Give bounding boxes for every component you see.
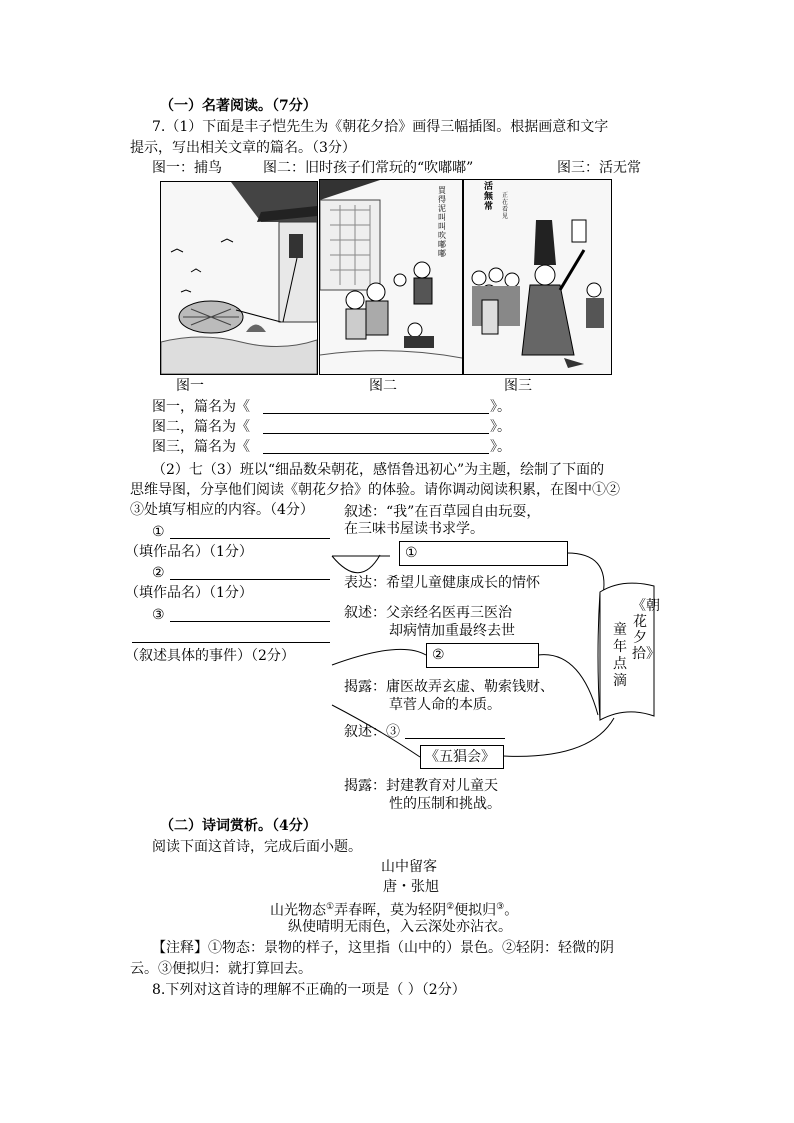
- poem-line1-part4: 。: [504, 902, 519, 919]
- left-blank2-number: ②: [152, 565, 165, 581]
- map-narration3-blank[interactable]: [405, 738, 505, 739]
- scroll-subtitle-vertical: 童年点滴: [613, 622, 627, 689]
- poem-title: 山中留客: [381, 859, 437, 875]
- left-blank1-hint: （填作品名）（1分）: [125, 544, 253, 560]
- answer3-suffix: 》。: [490, 439, 511, 455]
- map-narration2-line2: 却病情加重最终去世: [389, 623, 515, 639]
- poem-line1-part1: 山光物态: [270, 902, 326, 919]
- map-box2-label: ②: [432, 647, 445, 663]
- left-blank3-hint: （叙述具体的事件）（2分）: [125, 648, 295, 664]
- map-reveal2-line2: 草菅人命的本质。: [389, 697, 501, 713]
- poem-line1: [270, 898, 518, 920]
- caption-figure2: 图二: [369, 378, 397, 394]
- left-blank2-hint: （填作品名）（1分）: [125, 585, 253, 601]
- answer2-suffix: 》。: [490, 419, 511, 435]
- caption-figure1: 图一: [176, 378, 204, 394]
- map-narration1-line2: 在三味书屋读书求学。: [344, 521, 484, 537]
- q7-prompt-line1: 7.（1）下面是丰子恺先生为《朝花夕拾》画得三幅插图。根据画意和文字: [152, 119, 609, 135]
- q7-prompt-line2: 提示，写出相关文章的篇名。（3分）: [130, 140, 356, 156]
- map-box1-label: ①: [405, 545, 418, 561]
- note-marker-1: ①: [326, 902, 335, 912]
- map-narration1-line1: 叙述：“我”在百草园自由玩耍，: [344, 504, 541, 520]
- poem-notes-line1: 【注释】①物态：景物的样子，这里指（山中的）景色。②轻阴：轻微的阴: [152, 940, 614, 956]
- answer1-suffix: 》。: [490, 399, 511, 415]
- poem-line2: 纵使晴明无雨色，入云深处亦沾衣。: [288, 919, 512, 935]
- figure3-label: 图三：活无常: [557, 160, 641, 176]
- figure1-label: 图一：捕鸟: [152, 160, 222, 176]
- figure2-label: 图二：旧时孩子们常玩的“吹嘟嘟”: [263, 160, 474, 176]
- q7-2-line2: 思维导图，分享他们阅读《朝花夕拾》的体验。请你调动阅读积累，在图中①②: [130, 482, 620, 498]
- map-expression: 表达：希望儿童健康成长的情怀: [344, 575, 540, 591]
- poem-intro: 阅读下面这首诗，完成后面小题。: [152, 839, 362, 855]
- q7-2-line1: （2）七（3）班以“细品数朵朝花，感悟鲁迅初心”为主题，绘制了下面的: [152, 462, 605, 478]
- answer1-prefix: 图一，篇名为《: [152, 399, 250, 415]
- note-marker-3: ③: [496, 902, 505, 912]
- map-box3: [420, 745, 504, 769]
- map-box2[interactable]: [426, 643, 539, 668]
- poem-line1-part3: 便拟归: [454, 902, 497, 919]
- left-blank1-number: ①: [152, 524, 165, 540]
- map-narration3: 叙述：③: [344, 724, 400, 740]
- figure2-inscription: 買得泥叫叫吹嘟嘟: [438, 186, 446, 258]
- caption-figure3: 图三: [504, 378, 532, 394]
- left-blank3-number: ③: [152, 607, 165, 623]
- map-reveal2-line1: 揭露：庸医故弄玄虚、勒索钱财、: [344, 679, 554, 695]
- scroll-title-vertical: 《朝花夕拾》: [632, 598, 660, 662]
- map-reveal3-line2: 性的压制和挑战。: [389, 796, 501, 812]
- map-box1[interactable]: [399, 541, 568, 566]
- figure3-signature: 正在看见: [502, 192, 509, 220]
- answer3-prefix: 图三，篇名为《: [152, 439, 250, 455]
- poem-author: 唐・张旭: [383, 879, 439, 895]
- answer2-prefix: 图二，篇名为《: [152, 419, 250, 435]
- note-marker-2: ②: [446, 902, 455, 912]
- map-box3-label: 《五猖会》: [425, 749, 495, 765]
- map-reveal3-line1: 揭露：封建教育对儿童天: [344, 778, 498, 794]
- figure3-inscription: 活無常: [484, 182, 494, 212]
- poem-notes-line2: 云。③便拟归：就打算回去。: [130, 961, 312, 977]
- map-narration2-line1: 叙述：父亲经名医再三医治: [344, 605, 512, 621]
- q7-2-line3: ③处填写相应的内容。（4分）: [130, 502, 314, 518]
- poem-line1-part2: 弄春晖，莫为轻阴: [334, 902, 447, 919]
- section-heading-reading: （一）名著阅读。（7分）: [160, 98, 317, 114]
- section-heading-poetry: （二）诗词赏析。（4分）: [160, 818, 317, 834]
- question-8: 8.下列对这首诗的理解不正确的一项是（ ）（2分）: [152, 982, 466, 998]
